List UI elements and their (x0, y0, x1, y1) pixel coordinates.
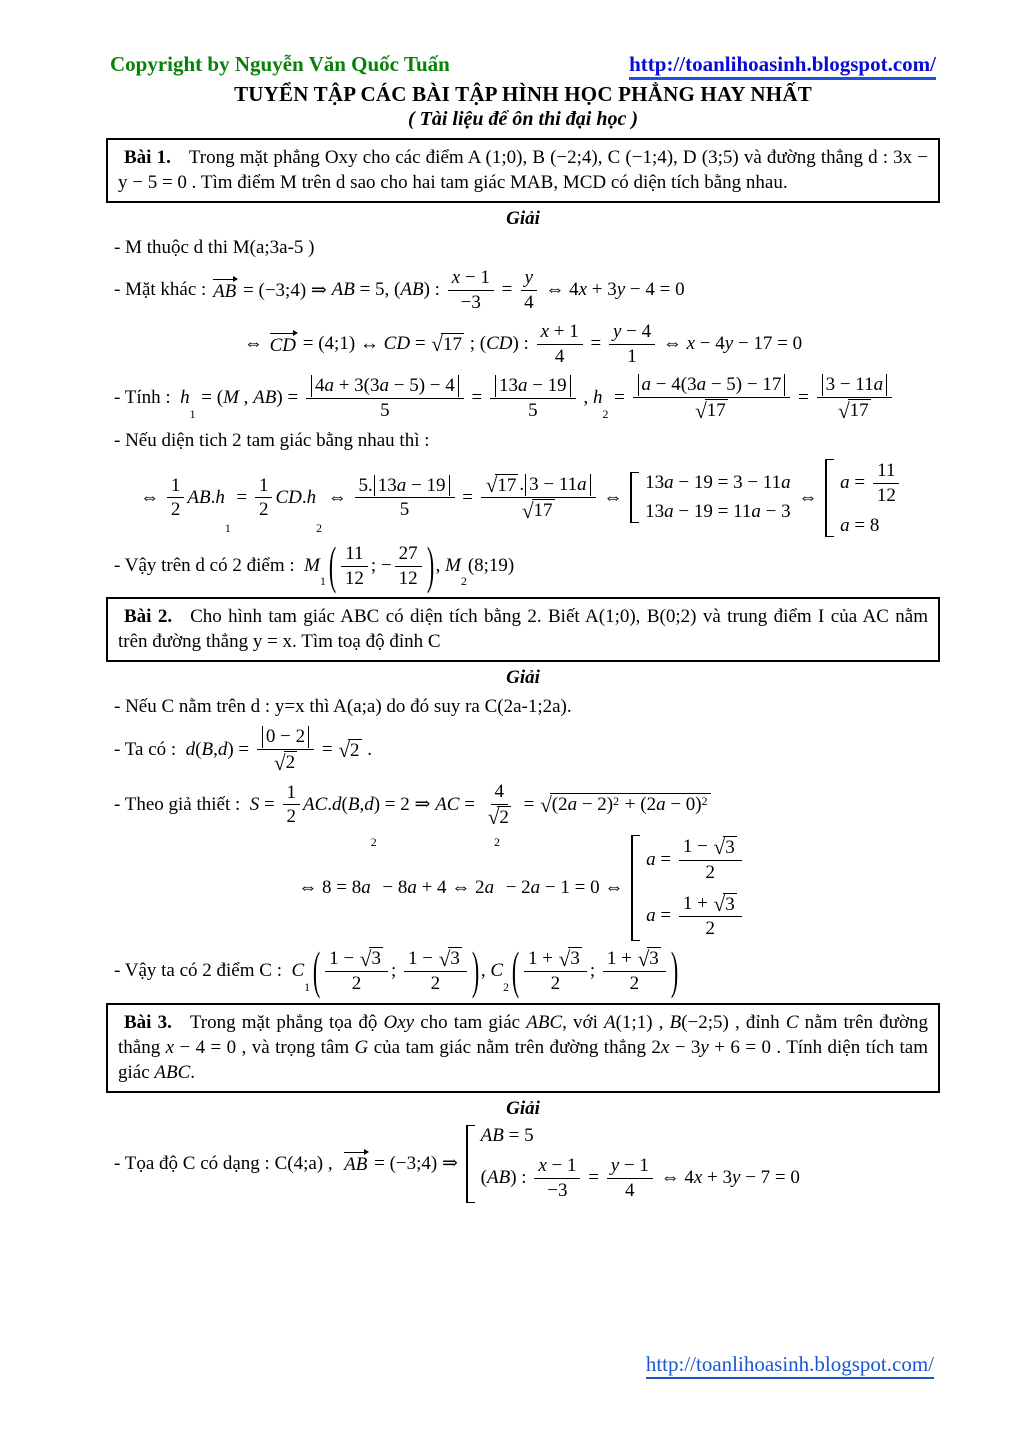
solution-line: - Theo giả thiết : S = $\frac{1}{2}$ AC . d ( B , d ) = 2 ⇒ AC = 4 √ 2 = √ (2 a − 2) 2 + (2 a − 0) 2 (114, 780, 940, 830)
problem-label: Bài 2. (124, 606, 173, 628)
solution-line: - Nếu C nằm trên d : y=x thì A(a;a) do đó suy ra C(2a-1;2a). (114, 696, 572, 718)
fraction: 1 − √ 3 2 (679, 835, 742, 885)
fraction: y − 4 1 (609, 320, 655, 369)
solution-line: - M thuộc d thi M(a;3a-5 ) (114, 237, 315, 258)
square-root: √ 2 (338, 738, 360, 763)
fraction: 1 + √ 3 2 (524, 946, 587, 996)
square-root: √ 17 (838, 398, 869, 423)
footer-url-link[interactable]: http://toanlihoasinh.blogspot.com/ (646, 1352, 934, 1379)
square-root: √ 3 (713, 892, 735, 916)
vector-overline: AB (213, 278, 236, 303)
solution-line: ⇔ $\frac{1}{2}$ AB . h 1 = $\frac{1}{2}$ CD . h 2 ⇔ 5. 13 a − 19 5 = √ 17 . 3 − 11 a √ 17 ⇔ 13 a − 19 = 3 − 11 a 13 a − 19 = 11 a − 3 ⇔ a = $\frac{11}{12}$ a = 8 (106, 459, 940, 537)
vector-overline: AB (344, 1151, 367, 1176)
solution-heading: Giải (506, 667, 540, 689)
problem-section-1 (106, 138, 940, 595)
fraction: $\frac{y}{4}$ (520, 266, 538, 315)
case-bracket: a = $\frac{11}{12}$ a = 8 (825, 459, 903, 537)
solution-line: - Mặt khác : AB = (−3;4) ⇒ AB = 5, ( AB ) : x − 1 −3 = $\frac{y}{4}$ ⇔ 4 x + 3 y − 4 = 0 (114, 267, 685, 313)
problem-box (106, 597, 940, 662)
problem-box (106, 1003, 940, 1093)
square-root: √ 3 (438, 946, 460, 971)
absolute-value: 3 − 11 a (525, 474, 591, 496)
fraction: $\frac{27}{12}$ (395, 542, 422, 591)
problem-label: Bài 1. (124, 147, 171, 168)
solution-line: ⇔ CD = (4;1) ↔ CD = √ 17 ; ( CD ) : x + 1 4 = y − 4 1 ⇔ x − 4 y − 17 = 0 (243, 320, 803, 367)
page-subtitle: ( Tài liệu để ôn thi đại học ) (408, 108, 638, 130)
fraction: 1 − √ 3 2 (404, 946, 467, 996)
fraction: 4 a + 3(3 a − 5) − 4 5 (306, 374, 464, 423)
absolute-value: 4 a + 3(3 a − 5) − 4 (311, 375, 459, 397)
fraction: $\frac{11}{12}$ (873, 459, 900, 508)
absolute-value: a − 4(3 a − 5) − 17 (638, 374, 786, 396)
problem-statement: Bài 2. Cho hình tam giác ABC có diện tích bằng 2. Biết A(1;0), B(0;2) và trung điểm I của AC nằm trên đường thẳng y = x. Tìm toạ độ đỉnh C (118, 606, 928, 653)
case-bracket: 13 a − 19 = 3 − 11 a 13 a − 19 = 11 a − 3 (630, 472, 790, 523)
problem-section-2 (106, 597, 940, 1000)
solution-line: - Vậy trên d có 2 điểm : M $_1$ ( $\frac{11}{12}$ ; − $\frac{27}{12}$ ) , M $_2$ (8;19) (114, 535, 515, 595)
header (106, 52, 940, 80)
problem-box (106, 138, 940, 203)
square-root: √ (2 a − 2) 2 + (2 a − 0) 2 (540, 793, 710, 816)
big-parentheses: ( $\frac{11}{12}$ ; − $\frac{27}{12}$ ) (328, 535, 434, 595)
problem-statement: Bài 1. Trong mặt phẳng Oxy cho các điểm A (1;0), B (−2;4), C (−1;4), D (3;5) và đường thẳng d : 3x − y − 5 = 0 . Tìm điểm M trên d sao cho hai tam giác MAB, MCD có diện tích bằng nhau. (118, 147, 928, 193)
problem-section-3 (106, 1003, 940, 1203)
fraction: x + 1 4 (537, 320, 583, 369)
square-root: √ 3 (359, 946, 381, 971)
fraction (817, 373, 893, 423)
solution-line: ⇔ 8 = 8 a 2 − 8 a + 4 ⇔ 2 a 2 − 2 a − 1 = 0 ⇔ a = 1 − √ 3 2 a = 1 + √ 3 2 (106, 835, 940, 941)
solution-line: - Vậy ta có 2 điểm C : C $_1$ ( 1 − √ 3 2 ; 1 − √ 3 2 ) , C $_2$ ( 1 + √ 3 2 ; 1 + √ 3 2 ) (114, 940, 678, 1000)
fraction: 5. 13 a − 19 5 (355, 474, 455, 523)
case-bracket: a = 1 − √ 3 2 a = 1 + √ 3 2 (631, 835, 745, 941)
copyright-text: Copyright by Nguyễn Văn Quốc Tuấn (110, 52, 450, 76)
fraction: $\frac{1}{2}$ (167, 474, 185, 523)
fraction: √ 17 . 3 − 11 a √ 17 (481, 473, 596, 524)
fraction: x − 1 −3 (534, 1154, 580, 1203)
header-url-link[interactable]: http://toanlihoasinh.blogspot.com/ (629, 52, 936, 80)
case-bracket: AB = 5 ( AB ) : x − 1 −3 = y − 1 4 ⇔ 4 x + 3 y − 7 = 0 (466, 1125, 800, 1203)
absolute-value: 3 − 11 a (822, 374, 888, 396)
fraction (633, 373, 791, 423)
absolute-value: 13 a − 19 (374, 475, 450, 497)
fraction: y − 1 4 (607, 1154, 653, 1203)
square-root: √ 2 (273, 750, 296, 775)
square-root: √ 3 (637, 946, 659, 971)
square-root: √ 17 (521, 498, 553, 523)
fraction (257, 725, 314, 775)
absolute-value: 13 a − 19 (495, 375, 571, 397)
square-root: √ 17 (485, 473, 517, 498)
fraction: 13 a − 19 5 (490, 374, 576, 423)
problems-container (106, 138, 940, 1203)
solution-heading: Giải (506, 1097, 540, 1119)
fraction: 1 + √ 3 2 (603, 946, 666, 996)
vector-overline: CD (270, 332, 296, 357)
square-root: √ 2 (487, 805, 509, 830)
square-root: √ 3 (558, 946, 580, 971)
big-parentheses: ( 1 − √ 3 2 ; 1 − √ 3 2 ) (312, 940, 480, 1000)
fraction: 4 √ 2 (487, 781, 509, 830)
solution-line: - Tọa độ C có dạng : C(4;a) , AB = (−3;4) ⇒ AB = 5 ( AB ) : x − 1 −3 = y − 1 4 ⇔ 4 x + 3 y − 7 = 0 (114, 1124, 800, 1201)
fraction: 1 − √ 3 2 (325, 946, 388, 996)
problem-statement: Bài 3. Trong mặt phẳng tọa độ Oxy cho tam giác ABC, với A(1;1) , B(−2;5) , đỉnh C nằm trên đường thẳng x − 4 = 0 , và trọng tâm G của tam giác nằm trên đường thẳng 2x − 3y + 6 = 0 . Tính diện tích tam giác ABC. (118, 1011, 929, 1083)
fraction: $\frac{1}{2}$ (255, 474, 273, 523)
page-title: TUYỂN TẬP CÁC BÀI TẬP HÌNH HỌC PHẲNG HAY NHẤT (234, 82, 812, 106)
problem-label: Bài 3. (124, 1011, 172, 1033)
fraction: 1 + √ 3 2 (679, 892, 742, 942)
solution-line: - Ta có : d ( B , d ) = 0 − 2 √ 2 = √ 2 . (114, 726, 373, 775)
square-root: √ 17 (431, 332, 462, 357)
solution-heading: Giải (506, 208, 540, 229)
big-parentheses: ( 1 + √ 3 2 ; 1 + √ 3 2 ) (511, 940, 678, 1000)
square-root: √ 17 (695, 398, 726, 423)
fraction: x − 1 −3 (448, 266, 494, 315)
fraction: $\frac{1}{2}$ (283, 781, 301, 830)
square-root: √ 3 (713, 835, 735, 860)
fraction: $\frac{11}{12}$ (341, 542, 368, 591)
absolute-value: 0 − 2 (262, 726, 309, 748)
solution-line: - Nếu diện tich 2 tam giác bằng nhau thì : (114, 430, 430, 452)
solution-line: - Tính : h $_1$ = ( M , AB ) = 4 a + 3(3 a − 5) − 4 5 = 13 a − 19 5 , h $_2$ = a − 4(3 a − 5) − 17 √ 17 = 3 − 11 a √ 17 (114, 373, 940, 423)
